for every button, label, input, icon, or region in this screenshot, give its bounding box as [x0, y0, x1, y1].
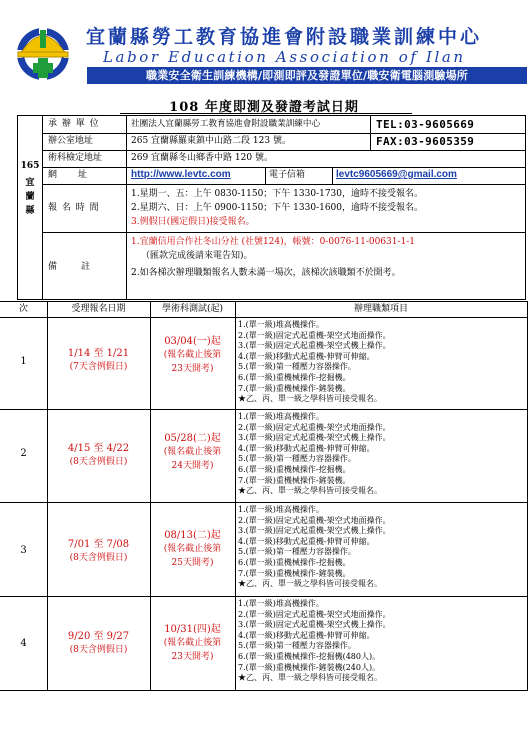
reg-dates: 4/15 至 4/22 — [67, 443, 130, 454]
hours-line-1: 1.星期一、五：上午 0830-1150；下午 1330-1730，逾時不接受報名。 — [131, 189, 424, 199]
side-label-number: 165 — [20, 161, 40, 171]
col-header-no: 次 — [18, 304, 28, 314]
test-date: 10/31(四)起 — [164, 624, 221, 635]
row-number: 2 — [20, 448, 27, 459]
col-header-reg: 受理報名日期 — [71, 304, 126, 314]
hardhat-gear-cross-logo — [12, 20, 74, 82]
table-row — [0, 410, 528, 502]
remarks-line-1: 1.宜蘭信用合作社冬山分社 (社號124)，帳號：0-0076-11-00631-1-1 — [131, 237, 416, 247]
items-list: 1.(單一級)堆高機操作。 2.(單一級)固定式起重機-架空式地面操作。 3.(單一級)固定式起重機-架空式機上操作。 4.(單一級)移動式起重機-伸臂可伸縮。 5.(單一級)第一種壓力容器操作。 6.(單一級)重機械操作-挖掘機。 7.(單一級)重機械操作-鏟裝機。 ★乙、丙、單一級之學科皆可接受報名。 — [238, 320, 391, 404]
exam-site-address: 269 宜蘭縣冬山鄉香中路 120 號。 — [131, 153, 273, 163]
test-date: 05/28(二)起 — [164, 433, 221, 444]
table-row — [0, 503, 528, 596]
organizer-value: 社團法人宜蘭縣勞工教育協進會附設職業訓練中心 — [131, 119, 321, 129]
hours-label: 報 名 時 間 — [48, 203, 100, 213]
test-note-2: 25天開考) — [171, 558, 214, 568]
title-underline — [120, 113, 412, 114]
row-number: 1 — [20, 356, 27, 367]
document-title: 108 年度即測及發證考試日期 — [169, 100, 359, 115]
test-date: 08/13(二)起 — [164, 530, 221, 541]
exam-site-label: 術科檢定地址 — [48, 153, 103, 163]
test-note-1: (報名截止後第 — [163, 447, 222, 457]
org-name-en: Labor Education Association of Ilan — [103, 48, 466, 66]
test-date: 03/04(一)起 — [164, 336, 221, 347]
col-header-test: 學術科測試(起) — [161, 304, 224, 314]
email-link[interactable]: levtc9605669@gmail.com — [336, 169, 457, 180]
items-list: 1.(單一級)堆高機操作。 2.(單一級)固定式起重機-架空式地面操作。 3.(單一級)固定式起重機-架空式機上操作。 4.(單一級)移動式起重機-伸臂可伸縮。 5.(單一級)第一種壓力容器操作。 6.(單一級)重機械操作-挖掘機(480人)。 7.(單一級)重機械操作-鏟裝機(240人)。 ★乙、丙、單一級之學科皆可接受報名。 — [238, 599, 391, 683]
reg-note: (7天含例假日) — [69, 362, 128, 372]
hours-line-3: 3.例假日(國定假日)接受報名。 — [131, 217, 255, 227]
info-table — [17, 115, 526, 300]
test-note-2: 23天開考) — [171, 364, 214, 374]
office-address: 265 宜蘭縣羅東鎮中山路二段 123 號。 — [131, 136, 291, 146]
organizer-label: 承 辦 單 位 — [48, 119, 100, 129]
tel-number: TEL:03-9605669 — [376, 118, 475, 131]
test-note-2: 23天開考) — [171, 652, 214, 662]
test-note-1: (報名截止後第 — [163, 544, 222, 554]
reg-note: (8天含例假日) — [69, 457, 128, 467]
schedule-table — [0, 301, 528, 691]
fax-number: FAX:03-9605359 — [376, 135, 475, 148]
reg-dates: 9/20 至 9/27 — [67, 631, 130, 642]
test-note-1: (報名截止後第 — [163, 350, 222, 360]
hours-line-2: 2.星期六、日：上午 0900-1150；下午 1330-1600，逾時不接受報名。 — [131, 203, 424, 213]
org-banner: 職業安全衛生訓練機構/即測即評及發證單位/職安衛電腦測驗場所 — [87, 67, 527, 84]
items-list: 1.(單一級)堆高機操作。 2.(單一級)固定式起重機-架空式地面操作。 3.(單一級)固定式起重機-架空式機上操作。 4.(單一級)移動式起重機-伸臂可伸縮。 5.(單一級)第一種壓力容器操作。 6.(單一級)重機械操作-挖掘機。 7.(單一級)重機械操作-鏟裝機。 ★乙、丙、單一級之學科皆可接受報名。 — [238, 505, 391, 589]
header — [0, 0, 528, 92]
table-row — [0, 318, 528, 409]
col-header-items: 辦理職類項目 — [353, 304, 408, 314]
remarks-label: 備 註 — [48, 262, 93, 272]
test-note-2: 24天開考) — [171, 461, 214, 471]
remarks-line-2: （匯款完成後請來電告知)。 — [141, 251, 253, 261]
org-name: 宜蘭縣勞工教育協進會附設職業訓練中心 — [86, 26, 483, 48]
reg-note: (8天含例假日) — [69, 553, 128, 563]
website-label: 網 址 — [48, 170, 89, 180]
office-label: 辦公室地址 — [48, 136, 94, 146]
row-number: 4 — [20, 638, 27, 649]
reg-note: (8天含例假日) — [69, 645, 128, 655]
remarks-line-3: 2.如各梯次辦理職類報名人數未滿一場次，該梯次該職類不於開考。 — [131, 268, 401, 278]
side-label-text: 宜 蘭 縣 — [25, 178, 35, 216]
reg-dates: 1/14 至 1/21 — [67, 348, 130, 359]
email-label: 電子信箱 — [269, 170, 306, 180]
reg-dates: 7/01 至 7/08 — [67, 539, 130, 550]
row-number: 3 — [20, 545, 27, 556]
table-row — [0, 597, 528, 690]
items-list: 1.(單一級)堆高機操作。 2.(單一級)固定式起重機-架空式地面操作。 3.(單一級)固定式起重機-架空式機上操作。 4.(單一級)移動式起重機-伸臂可伸縮。 5.(單一級)第一種壓力容器操作。 6.(單一級)重機械操作-挖掘機。 7.(單一級)重機械操作-鏟裝機。 ★乙、丙、單一級之學科皆可接受報名。 — [238, 412, 391, 496]
website-link[interactable]: http://www.levtc.com — [131, 169, 231, 180]
test-note-1: (報名截止後第 — [163, 638, 222, 648]
